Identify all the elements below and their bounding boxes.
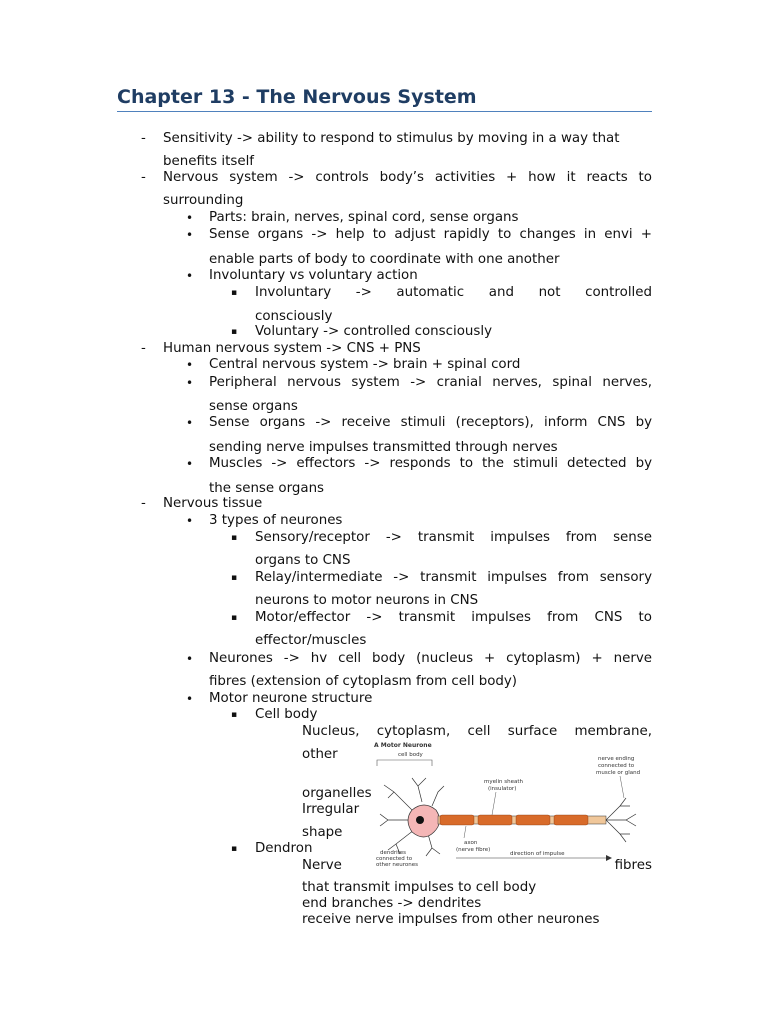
bullet-marker: •	[186, 652, 194, 666]
text-line: Irregular	[302, 802, 360, 817]
text-line: Peripheral nervous system -> cranial nerves, spinal nerves,	[209, 375, 652, 390]
text-line: 3 types of neurones	[209, 513, 343, 528]
text-line: Motor neurone structure	[209, 691, 373, 706]
text-line: surrounding	[163, 193, 244, 208]
bullet-marker: •	[186, 514, 194, 528]
bullet-marker: •	[186, 416, 194, 430]
square-marker: ▪	[231, 844, 238, 854]
dendrites-label-2: connected to	[376, 856, 413, 862]
text-line: benefits itself	[163, 154, 255, 169]
text-line: organs to CNS	[255, 553, 351, 568]
text-line: Nucleus, cytoplasm, cell surface membrane,	[302, 724, 652, 739]
diagram-title: A Motor Neurone	[374, 742, 432, 749]
text-line: Parts: brain, nerves, spinal cord, sense organs	[209, 210, 519, 225]
bullet-marker: •	[186, 211, 194, 225]
text-line: Muscles -> effectors -> responds to the stimuli detected by	[209, 456, 652, 471]
cell-body-bracket	[377, 760, 432, 766]
dendrites-label-3: other neurones	[376, 862, 418, 868]
square-marker: ▪	[231, 710, 238, 720]
text-line: Nervous system -> controls body’s activities + how it reacts to	[163, 170, 652, 185]
direction-label: direction of impulse	[510, 851, 565, 857]
text-line: Dendron	[255, 841, 313, 856]
text-line: that transmit impulses to cell body	[302, 880, 537, 895]
myelin-label: myelin sheath	[484, 779, 524, 785]
text-line: Relay/intermediate -> transmit impulses from sensory	[255, 570, 652, 585]
square-marker: ▪	[231, 573, 238, 583]
text-line: Sensitivity -> ability to respond to stimulus by moving in a way that	[163, 131, 620, 146]
text-line: other	[302, 747, 338, 762]
text-line: Motor/effector -> transmit impulses from CNS to	[255, 610, 652, 625]
text-line: Central nervous system -> brain + spinal cord	[209, 357, 521, 372]
motor-neurone-diagram	[374, 740, 654, 868]
bullet-marker: •	[186, 692, 194, 706]
text-line: neurons to motor neurons in CNS	[255, 593, 479, 608]
square-marker: ▪	[231, 533, 238, 543]
text-line: Neurones -> hv cell body (nucleus + cytoplasm) + nerve	[209, 651, 652, 666]
text-line: sending nerve impulses transmitted through nerves	[209, 440, 558, 455]
dash-marker: -	[141, 170, 146, 185]
text-line: enable parts of body to coordinate with one another	[209, 252, 560, 267]
dash-marker: -	[141, 341, 146, 356]
text-line: Involuntary -> automatic and not controlled	[255, 285, 652, 300]
bullet-marker: •	[186, 376, 194, 390]
nerve-ending-label: nerve ending	[598, 756, 635, 762]
bullet-marker: •	[186, 457, 194, 471]
text-line: end branches -> dendrites	[302, 896, 482, 911]
myelin-label-2: (insulator)	[488, 786, 517, 792]
cell-body-label: cell body	[398, 752, 423, 758]
axon-label-2: (nerve fibre)	[456, 847, 491, 853]
text-line: sense organs	[209, 399, 298, 414]
dash-marker: -	[141, 131, 146, 146]
text-line: the sense organs	[209, 481, 325, 496]
square-marker: ▪	[231, 288, 238, 298]
text-line: fibres (extension of cytoplasm from cell body)	[209, 674, 518, 689]
text-line: receive nerve impulses from other neurones	[302, 912, 600, 927]
text-line: Sense organs -> help to adjust rapidly to changes in envi +	[209, 227, 652, 242]
square-marker: ▪	[231, 613, 238, 623]
text-line: Nervous tissue	[163, 496, 263, 511]
text-line: organelles	[302, 786, 372, 801]
text-line: shape	[302, 825, 343, 840]
text-line: Involuntary vs voluntary action	[209, 268, 418, 283]
title-underline	[117, 111, 652, 112]
text-line: Cell body	[255, 707, 318, 722]
dendrites-label: dendrites	[380, 850, 407, 856]
page-title: Chapter 13 - The Nervous System	[117, 86, 477, 108]
text-line: Human nervous system -> CNS + PNS	[163, 341, 421, 356]
text-line: Voluntary -> controlled consciously	[255, 324, 492, 339]
nucleus-icon	[416, 816, 424, 824]
text-line: effector/muscles	[255, 633, 367, 648]
text-line: Nerve fibres	[302, 858, 652, 873]
square-marker: ▪	[231, 327, 238, 337]
dash-marker: -	[141, 496, 146, 511]
text-line: consciously	[255, 309, 333, 324]
text-line: Sense organs -> receive stimuli (receptors), inform CNS by	[209, 415, 652, 430]
text-line: Sensory/receptor -> transmit impulses from sense	[255, 530, 652, 545]
axon-label: axon	[464, 840, 478, 846]
bullet-marker: •	[186, 228, 194, 242]
nerve-ending-icon	[606, 798, 636, 842]
bullet-marker: •	[186, 358, 194, 372]
nerve-ending-label-2: connected to	[598, 763, 635, 769]
nerve-ending-label-3: muscle or gland	[596, 770, 641, 776]
bullet-marker: •	[186, 269, 194, 283]
